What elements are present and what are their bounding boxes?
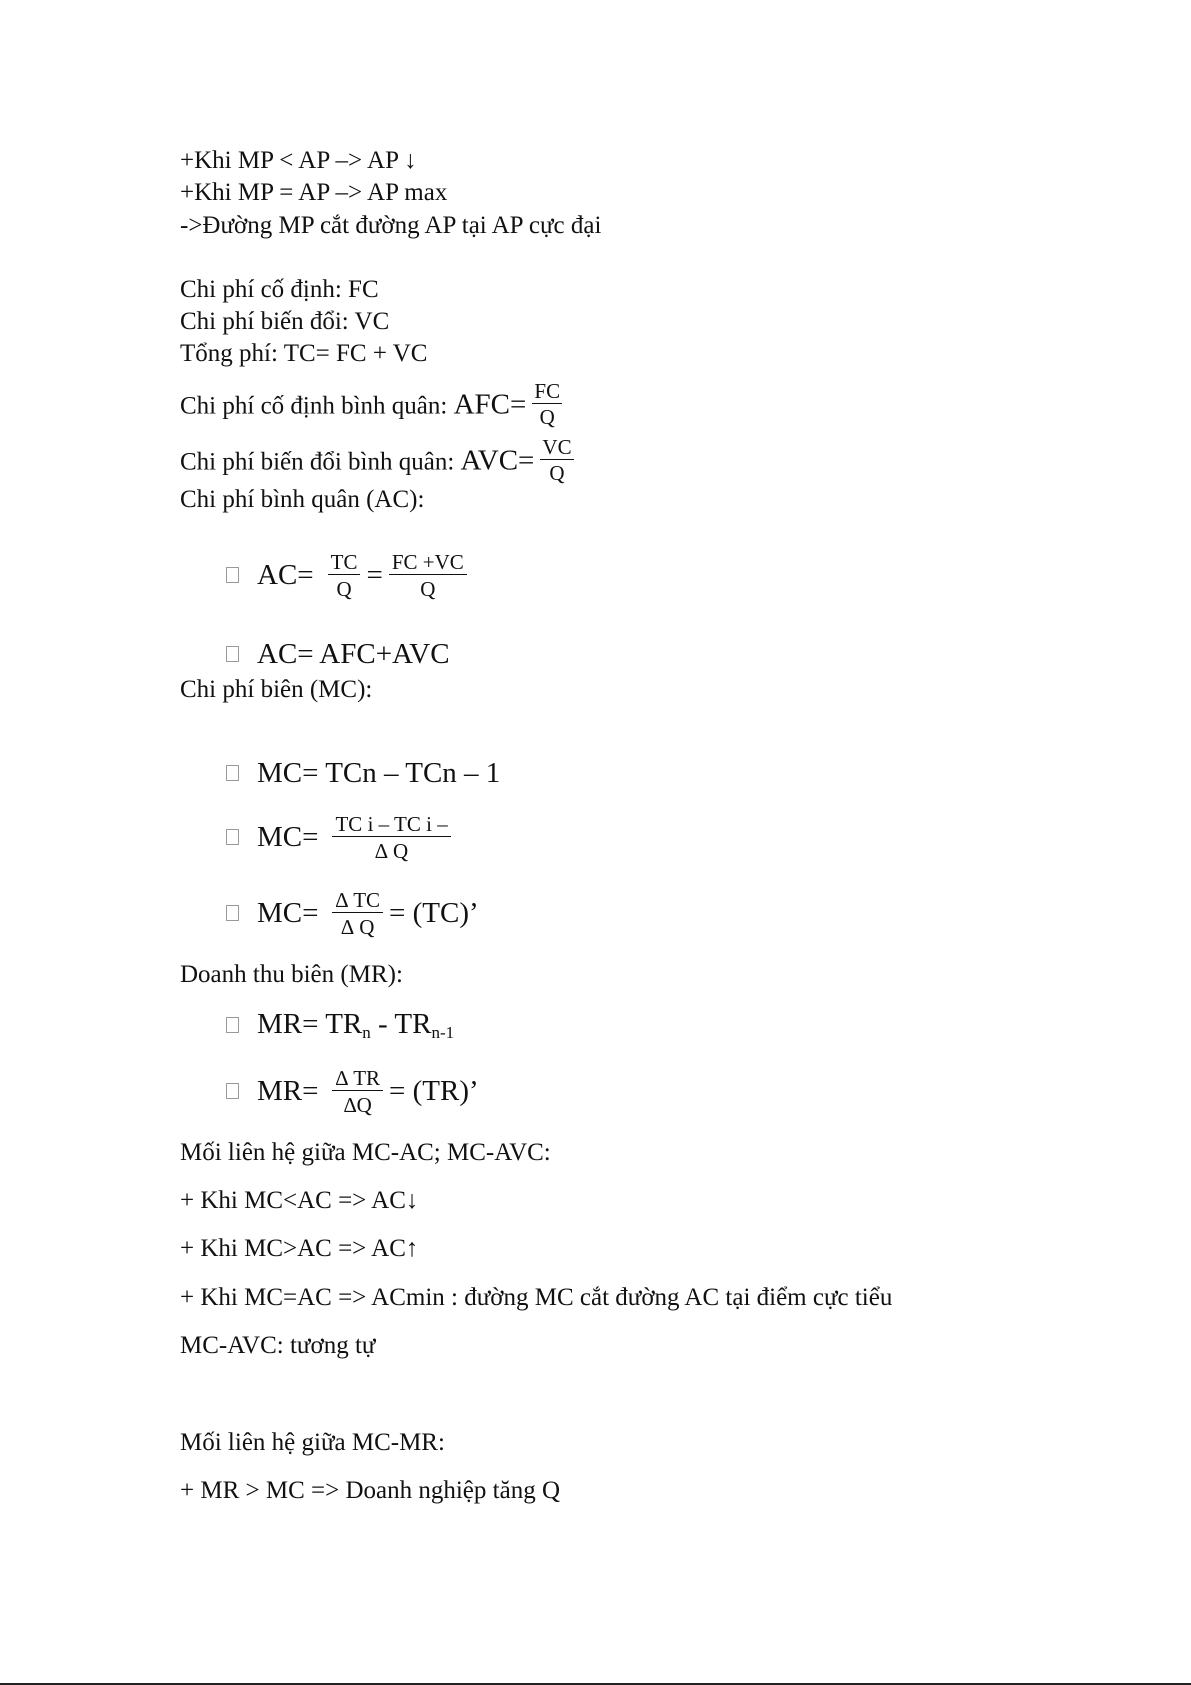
mc-formula-2-numerator: TC i – TC i –	[332, 813, 450, 837]
afc-label: Chi phí cố định bình quân:	[180, 392, 454, 420]
mr-formula-1-mid: - TR	[370, 1007, 432, 1040]
bullet-box-icon	[226, 646, 239, 662]
bullet-box-icon	[226, 829, 239, 845]
ac-fcvc-numerator: FC +VC	[389, 551, 467, 575]
ac-formula-1-equals: =	[366, 558, 383, 591]
intro-line-3: ->Đường MP cắt đường AP tại AP cực đại	[180, 212, 602, 239]
mc-formula-1-text: MC= TCn – TCn – 1	[257, 756, 501, 789]
ac-heading: Chi phí bình quân (AC):	[180, 486, 425, 513]
mr-formula-1	[226, 1005, 454, 1045]
mr-formula-2-rhs: = (TR)’	[389, 1074, 479, 1107]
mr-formula-2-denominator: ∆Q	[343, 1092, 372, 1117]
avc-numerator: VC	[542, 435, 572, 459]
avc-label: Chi phí biến đổi bình quân:	[180, 448, 461, 476]
ac-tc-denominator: Q	[336, 576, 352, 601]
ac-formula-1-lhs: AC=	[257, 558, 314, 591]
relation-line-5: + MR > MC => Doanh nghiệp tăng Q	[180, 1477, 560, 1504]
ac-fcvc-denominator: Q	[420, 576, 436, 601]
avc-denominator: Q	[549, 461, 565, 485]
mr-heading: Doanh thu biên (MR):	[180, 961, 403, 988]
mc-formula-3-fraction	[332, 889, 383, 938]
mr-formula-1-sub-n-1: n-1	[431, 1022, 455, 1042]
mc-formula-3-rhs: = (TC)’	[389, 896, 479, 929]
avc-lhs: AVC=	[460, 444, 535, 477]
mc-formula-3-denominator: ∆ Q	[341, 914, 375, 939]
variable-cost-line: Chi phí biến đổi: VC	[180, 308, 390, 335]
mc-ac-relation-heading: Mối liên hệ giữa MC-AC; MC-AVC:	[180, 1139, 551, 1166]
relation-line-4: MC-AVC: tương tự	[180, 1332, 376, 1359]
mc-formula-2-denominator: ∆ Q	[374, 838, 409, 863]
ac-formula-1	[226, 549, 473, 601]
relation-line-1: + Khi MC<AC => AC↓	[180, 1187, 419, 1214]
afc-numerator: FC	[534, 379, 561, 403]
mr-formula-1-text	[257, 1008, 454, 1043]
ac-formula-2	[226, 634, 450, 674]
mc-formula-3	[226, 887, 479, 939]
mc-formula-2	[226, 811, 457, 863]
mr-formula-2-fraction	[332, 1067, 383, 1116]
bullet-box-icon	[226, 905, 239, 921]
ac-formula-2-text: AC= AFC+AVC	[257, 637, 450, 670]
mr-formula-2-numerator: ∆ TR	[332, 1067, 383, 1091]
afc-line	[180, 379, 562, 432]
afc-denominator: Q	[539, 405, 555, 429]
intro-line-1: +Khi MP < AP –> AP ↓	[180, 147, 417, 174]
mc-formula-3-lhs: MC=	[257, 896, 319, 929]
mr-formula-1-lhs: MR= TR	[257, 1007, 363, 1040]
bullet-box-icon	[226, 567, 239, 583]
bullet-box-icon	[226, 1017, 239, 1033]
avc-line	[180, 435, 574, 488]
total-cost-line: Tổng phí: TC= FC + VC	[180, 340, 428, 367]
avc-fraction	[540, 436, 573, 484]
intro-line-2: +Khi MP = AP –> AP max	[180, 179, 448, 206]
bullet-box-icon	[226, 1083, 239, 1099]
relation-line-2: + Khi MC>AC => AC↑	[180, 1235, 419, 1262]
mc-mr-relation-heading: Mối liên hệ giữa MC-MR:	[180, 1429, 445, 1456]
mr-formula-2	[226, 1065, 479, 1117]
mc-formula-1	[226, 753, 500, 793]
mc-formula-2-lhs: MC=	[257, 820, 319, 853]
bullet-box-icon	[226, 765, 239, 781]
ac-tc-numerator: TC	[328, 551, 361, 575]
mc-formula-2-fraction	[332, 813, 450, 862]
relation-line-3: + Khi MC=AC => ACmin : đường MC cắt đường AC tại điểm cực tiểu	[180, 1284, 893, 1311]
fixed-cost-line: Chi phí cố định: FC	[180, 276, 379, 303]
mr-formula-1-sub-n: n	[362, 1022, 371, 1042]
mc-heading: Chi phí biên (MC):	[180, 676, 373, 703]
ac-tc-fraction	[328, 551, 361, 600]
afc-fraction	[532, 380, 562, 428]
ac-fcvc-fraction	[389, 551, 467, 600]
afc-lhs: AFC=	[453, 388, 527, 421]
mc-formula-3-numerator: ∆ TC	[332, 889, 383, 913]
mr-formula-2-lhs: MR=	[257, 1074, 319, 1107]
